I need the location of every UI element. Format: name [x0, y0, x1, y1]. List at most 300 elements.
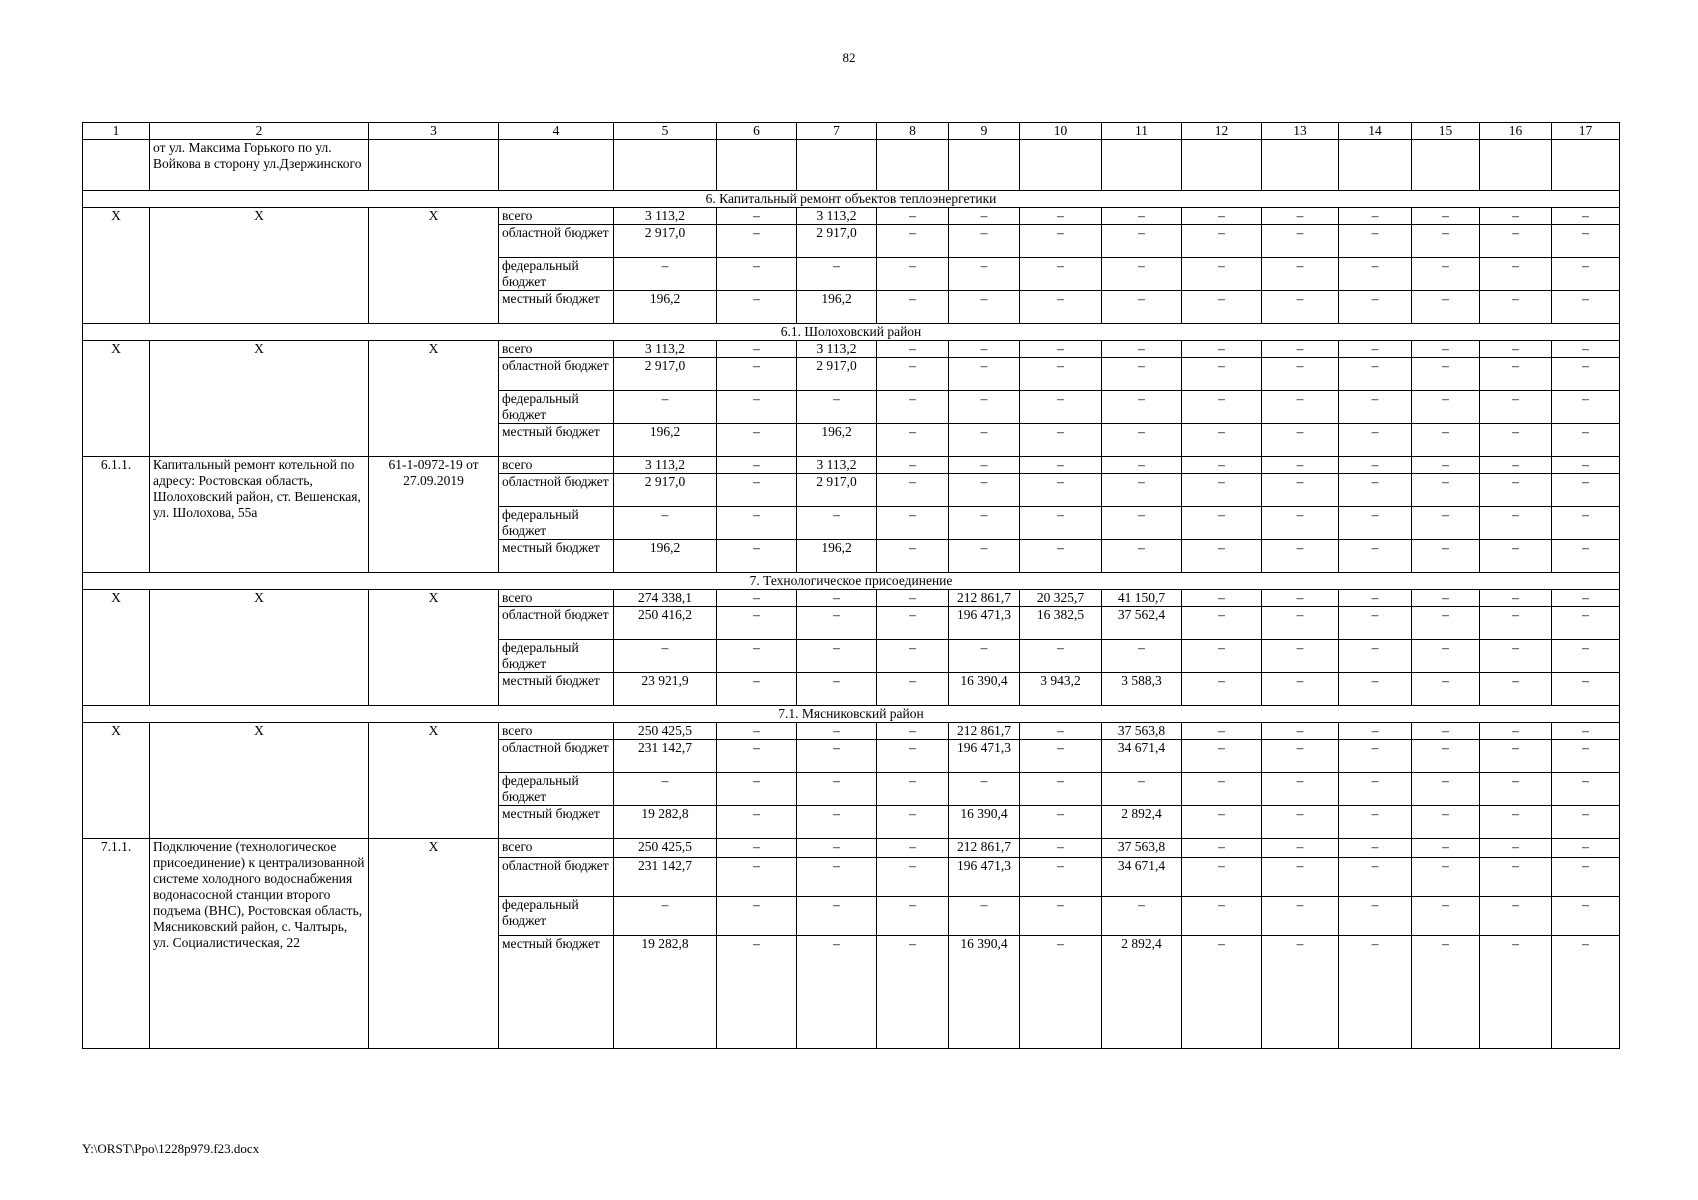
value-cell: –: [1102, 640, 1182, 673]
value-cell: 2 917,0: [797, 225, 877, 258]
document-cell: X: [369, 208, 499, 324]
value-cell: –: [1182, 936, 1262, 1049]
value-cell: 196 471,3: [949, 607, 1020, 640]
value-cell: –: [1480, 839, 1552, 858]
value-cell: 212 861,7: [949, 590, 1020, 607]
value-cell: –: [949, 773, 1020, 806]
value-cell: –: [877, 341, 949, 358]
value-cell: –: [1552, 424, 1620, 457]
value-cell: 2 892,4: [1102, 936, 1182, 1049]
value-cell: –: [1480, 936, 1552, 1049]
value-cell: –: [1182, 673, 1262, 706]
value-cell: –: [1020, 225, 1102, 258]
budget-row: [83, 839, 1620, 858]
value-cell: –: [949, 391, 1020, 424]
budget-label-cell: областной бюджет: [499, 225, 614, 258]
value-cell: –: [1552, 291, 1620, 324]
value-cell: –: [797, 897, 877, 936]
value-cell: –: [1020, 358, 1102, 391]
value-cell: –: [1339, 936, 1412, 1049]
value-cell: –: [1412, 723, 1480, 740]
value-cell: –: [949, 258, 1020, 291]
value-cell: –: [1412, 291, 1480, 324]
document-cell: [369, 140, 499, 191]
column-number-cell: 7: [797, 123, 877, 140]
value-cell: –: [1552, 507, 1620, 540]
value-cell: –: [1412, 341, 1480, 358]
column-number-cell: 14: [1339, 123, 1412, 140]
value-cell: –: [1339, 673, 1412, 706]
document-cell: X: [369, 723, 499, 839]
value-cell: –: [717, 457, 797, 474]
empty-cell: [717, 140, 797, 191]
value-cell: –: [1552, 225, 1620, 258]
value-cell: –: [717, 806, 797, 839]
budget-label-cell: федеральный бюджет: [499, 773, 614, 806]
value-cell: 3 113,2: [797, 457, 877, 474]
value-cell: –: [1102, 507, 1182, 540]
value-cell: –: [1339, 806, 1412, 839]
value-cell: –: [1552, 341, 1620, 358]
value-cell: –: [1339, 897, 1412, 936]
value-cell: –: [1262, 723, 1339, 740]
value-cell: 196,2: [797, 540, 877, 573]
value-cell: –: [877, 590, 949, 607]
value-cell: 212 861,7: [949, 723, 1020, 740]
value-cell: –: [1412, 208, 1480, 225]
value-cell: –: [797, 858, 877, 897]
value-cell: –: [877, 806, 949, 839]
value-cell: –: [1182, 208, 1262, 225]
value-cell: 2 917,0: [614, 474, 717, 507]
value-cell: –: [1182, 507, 1262, 540]
value-cell: –: [797, 673, 877, 706]
value-cell: –: [1480, 225, 1552, 258]
value-cell: –: [1020, 773, 1102, 806]
value-cell: 37 563,8: [1102, 839, 1182, 858]
value-cell: –: [1339, 507, 1412, 540]
value-cell: –: [1262, 640, 1339, 673]
empty-cell: [1480, 140, 1552, 191]
value-cell: –: [1102, 474, 1182, 507]
budget-label-cell: федеральный бюджет: [499, 258, 614, 291]
value-cell: –: [614, 391, 717, 424]
value-cell: 2 917,0: [797, 358, 877, 391]
value-cell: 2 917,0: [797, 474, 877, 507]
value-cell: –: [1480, 673, 1552, 706]
section-title-row: [83, 706, 1620, 723]
empty-cell: [614, 140, 717, 191]
value-cell: –: [1552, 897, 1620, 936]
value-cell: –: [717, 936, 797, 1049]
table-body: [83, 123, 1620, 1049]
value-cell: –: [1339, 839, 1412, 858]
value-cell: –: [1102, 391, 1182, 424]
budget-row: [83, 590, 1620, 607]
value-cell: –: [1182, 839, 1262, 858]
value-cell: –: [1182, 858, 1262, 897]
value-cell: –: [1020, 507, 1102, 540]
value-cell: –: [1020, 208, 1102, 225]
value-cell: –: [1412, 474, 1480, 507]
value-cell: –: [1262, 740, 1339, 773]
value-cell: –: [1412, 391, 1480, 424]
column-number-cell: 12: [1182, 123, 1262, 140]
value-cell: 250 425,5: [614, 839, 717, 858]
section-title-row: [83, 324, 1620, 341]
value-cell: –: [1339, 208, 1412, 225]
value-cell: –: [1552, 673, 1620, 706]
value-cell: –: [949, 540, 1020, 573]
value-cell: –: [1262, 208, 1339, 225]
empty-cell: [1262, 140, 1339, 191]
value-cell: –: [1182, 723, 1262, 740]
budget-label-cell: местный бюджет: [499, 936, 614, 1049]
empty-cell: [499, 140, 614, 191]
value-cell: –: [1480, 474, 1552, 507]
value-cell: –: [717, 225, 797, 258]
value-cell: 16 390,4: [949, 936, 1020, 1049]
value-cell: –: [1480, 258, 1552, 291]
value-cell: –: [1182, 540, 1262, 573]
empty-cell: [1020, 140, 1102, 191]
value-cell: –: [949, 341, 1020, 358]
value-cell: –: [877, 391, 949, 424]
value-cell: 23 921,9: [614, 673, 717, 706]
value-cell: –: [877, 258, 949, 291]
section-title: 7. Технологическое присоединение: [83, 573, 1620, 590]
value-cell: –: [1480, 540, 1552, 573]
budget-label-cell: всего: [499, 341, 614, 358]
object-name-cell: Подключение (технологическое присоединение) к централизованной системе холодного водоснабжения водонасосной станции второго подъема (ВНС), Ростовская область, Мясниковский район, с. Чалтырь, ул. Социалистическая, 22: [150, 839, 369, 1049]
value-cell: –: [1339, 457, 1412, 474]
value-cell: 34 671,4: [1102, 858, 1182, 897]
empty-cell: [1552, 140, 1620, 191]
object-name-cell: X: [150, 341, 369, 457]
section-title-row: [83, 573, 1620, 590]
column-number-cell: 15: [1412, 123, 1480, 140]
value-cell: –: [1339, 858, 1412, 897]
value-cell: –: [717, 291, 797, 324]
value-cell: 231 142,7: [614, 858, 717, 897]
column-number-cell: 10: [1020, 123, 1102, 140]
column-number-cell: 13: [1262, 123, 1339, 140]
value-cell: –: [877, 474, 949, 507]
budget-label-cell: областной бюджет: [499, 358, 614, 391]
value-cell: –: [1552, 391, 1620, 424]
row-number-cell: X: [83, 723, 150, 839]
column-number-cell: 2: [150, 123, 369, 140]
value-cell: –: [1262, 936, 1339, 1049]
value-cell: –: [614, 897, 717, 936]
value-cell: 3 113,2: [614, 341, 717, 358]
value-cell: –: [1262, 673, 1339, 706]
object-name-cell: X: [150, 590, 369, 706]
value-cell: –: [1412, 897, 1480, 936]
value-cell: 250 416,2: [614, 607, 717, 640]
value-cell: –: [1552, 806, 1620, 839]
column-number-cell: 5: [614, 123, 717, 140]
row-number-cell: X: [83, 590, 150, 706]
value-cell: –: [1412, 258, 1480, 291]
value-cell: –: [949, 424, 1020, 457]
row-number-cell: [83, 140, 150, 191]
value-cell: –: [1339, 358, 1412, 391]
budget-label-cell: местный бюджет: [499, 806, 614, 839]
column-number-cell: 4: [499, 123, 614, 140]
value-cell: –: [717, 391, 797, 424]
value-cell: –: [614, 507, 717, 540]
value-cell: –: [717, 590, 797, 607]
value-cell: –: [1412, 673, 1480, 706]
value-cell: –: [717, 640, 797, 673]
value-cell: –: [797, 740, 877, 773]
value-cell: –: [717, 773, 797, 806]
value-cell: –: [1020, 897, 1102, 936]
budget-label-cell: всего: [499, 590, 614, 607]
value-cell: –: [1020, 391, 1102, 424]
column-number-cell: 3: [369, 123, 499, 140]
value-cell: –: [1552, 858, 1620, 897]
value-cell: –: [877, 225, 949, 258]
value-cell: –: [1182, 640, 1262, 673]
value-cell: –: [1020, 424, 1102, 457]
value-cell: –: [717, 424, 797, 457]
value-cell: –: [949, 507, 1020, 540]
budget-label-cell: местный бюджет: [499, 424, 614, 457]
section-title-row: [83, 191, 1620, 208]
value-cell: 3 943,2: [1020, 673, 1102, 706]
value-cell: –: [949, 358, 1020, 391]
value-cell: –: [1412, 936, 1480, 1049]
value-cell: –: [1412, 773, 1480, 806]
value-cell: –: [1480, 607, 1552, 640]
value-cell: –: [1552, 208, 1620, 225]
value-cell: –: [1412, 358, 1480, 391]
value-cell: –: [1552, 540, 1620, 573]
value-cell: –: [1412, 607, 1480, 640]
budget-label-cell: областной бюджет: [499, 740, 614, 773]
value-cell: –: [877, 358, 949, 391]
value-cell: –: [1262, 424, 1339, 457]
value-cell: 2 917,0: [614, 358, 717, 391]
value-cell: –: [1020, 341, 1102, 358]
budget-label-cell: местный бюджет: [499, 540, 614, 573]
value-cell: –: [1182, 474, 1262, 507]
value-cell: 41 150,7: [1102, 590, 1182, 607]
value-cell: –: [1552, 723, 1620, 740]
value-cell: –: [1339, 225, 1412, 258]
value-cell: –: [1102, 358, 1182, 391]
value-cell: –: [1480, 773, 1552, 806]
budget-label-cell: всего: [499, 839, 614, 858]
value-cell: 2 892,4: [1102, 806, 1182, 839]
value-cell: –: [1480, 590, 1552, 607]
value-cell: –: [877, 723, 949, 740]
value-cell: –: [949, 208, 1020, 225]
object-name-cell: X: [150, 208, 369, 324]
value-cell: –: [717, 258, 797, 291]
value-cell: –: [877, 858, 949, 897]
object-name-cell: от ул. Максима Горького по ул. Войкова в сторону ул.Дзержинского: [150, 140, 369, 191]
value-cell: –: [877, 673, 949, 706]
value-cell: 196 471,3: [949, 858, 1020, 897]
value-cell: –: [1552, 640, 1620, 673]
value-cell: –: [1262, 391, 1339, 424]
value-cell: –: [1412, 640, 1480, 673]
value-cell: –: [1182, 590, 1262, 607]
value-cell: –: [1480, 358, 1552, 391]
value-cell: –: [1412, 424, 1480, 457]
budget-label-cell: местный бюджет: [499, 291, 614, 324]
value-cell: –: [1339, 341, 1412, 358]
value-cell: –: [877, 607, 949, 640]
value-cell: –: [717, 507, 797, 540]
value-cell: –: [1020, 858, 1102, 897]
budget-label-cell: федеральный бюджет: [499, 507, 614, 540]
value-cell: –: [1412, 225, 1480, 258]
value-cell: –: [1339, 590, 1412, 607]
column-number-cell: 17: [1552, 123, 1620, 140]
value-cell: –: [1182, 358, 1262, 391]
value-cell: –: [1339, 740, 1412, 773]
value-cell: –: [797, 839, 877, 858]
budget-row: [83, 723, 1620, 740]
value-cell: –: [949, 640, 1020, 673]
value-cell: –: [1020, 457, 1102, 474]
value-cell: –: [1262, 540, 1339, 573]
value-cell: –: [1182, 391, 1262, 424]
value-cell: –: [877, 507, 949, 540]
value-cell: –: [1339, 607, 1412, 640]
value-cell: –: [1102, 540, 1182, 573]
empty-cell: [1182, 140, 1262, 191]
row-number-cell: X: [83, 341, 150, 457]
value-cell: –: [877, 291, 949, 324]
file-path: Y:\ORST\Ppo\1228p979.f23.docx: [82, 1141, 260, 1156]
value-cell: 250 425,5: [614, 723, 717, 740]
value-cell: 196,2: [614, 291, 717, 324]
value-cell: –: [717, 208, 797, 225]
value-cell: –: [1262, 225, 1339, 258]
value-cell: –: [1102, 208, 1182, 225]
value-cell: 16 390,4: [949, 673, 1020, 706]
value-cell: –: [1412, 590, 1480, 607]
value-cell: –: [877, 457, 949, 474]
value-cell: –: [1182, 258, 1262, 291]
value-cell: –: [1262, 839, 1339, 858]
value-cell: –: [1339, 474, 1412, 507]
value-cell: –: [1552, 474, 1620, 507]
value-cell: 19 282,8: [614, 936, 717, 1049]
budget-row: [83, 208, 1620, 225]
value-cell: –: [717, 358, 797, 391]
document-cell: X: [369, 590, 499, 706]
value-cell: 3 588,3: [1102, 673, 1182, 706]
value-cell: –: [1552, 773, 1620, 806]
value-cell: 196,2: [797, 291, 877, 324]
value-cell: 16 390,4: [949, 806, 1020, 839]
value-cell: –: [877, 640, 949, 673]
value-cell: –: [1412, 858, 1480, 897]
column-number-cell: 16: [1480, 123, 1552, 140]
value-cell: –: [797, 590, 877, 607]
value-cell: –: [1552, 740, 1620, 773]
value-cell: –: [717, 341, 797, 358]
value-cell: –: [877, 424, 949, 457]
value-cell: –: [1020, 723, 1102, 740]
value-cell: –: [1020, 839, 1102, 858]
column-number-row: [83, 123, 1620, 140]
value-cell: 3 113,2: [797, 341, 877, 358]
value-cell: –: [877, 740, 949, 773]
value-cell: –: [797, 640, 877, 673]
value-cell: –: [1552, 258, 1620, 291]
value-cell: –: [1102, 341, 1182, 358]
value-cell: –: [1339, 773, 1412, 806]
value-cell: –: [1262, 607, 1339, 640]
value-cell: –: [1262, 291, 1339, 324]
value-cell: –: [1339, 540, 1412, 573]
value-cell: –: [797, 723, 877, 740]
value-cell: –: [1020, 540, 1102, 573]
value-cell: –: [1020, 258, 1102, 291]
value-cell: –: [1480, 341, 1552, 358]
value-cell: –: [1020, 291, 1102, 324]
value-cell: –: [1182, 424, 1262, 457]
value-cell: –: [1262, 858, 1339, 897]
value-cell: 196,2: [614, 540, 717, 573]
value-cell: 231 142,7: [614, 740, 717, 773]
value-cell: 37 562,4: [1102, 607, 1182, 640]
value-cell: –: [1480, 640, 1552, 673]
budget-label-cell: областной бюджет: [499, 474, 614, 507]
budget-label-cell: федеральный бюджет: [499, 897, 614, 936]
value-cell: –: [1480, 208, 1552, 225]
value-cell: –: [877, 897, 949, 936]
value-cell: –: [1480, 740, 1552, 773]
budget-row: [83, 457, 1620, 474]
value-cell: –: [877, 208, 949, 225]
value-cell: –: [949, 897, 1020, 936]
page-number: 82: [842, 50, 856, 65]
value-cell: –: [877, 839, 949, 858]
value-cell: –: [1412, 457, 1480, 474]
value-cell: –: [949, 474, 1020, 507]
column-number-cell: 1: [83, 123, 150, 140]
column-number-cell: 11: [1102, 123, 1182, 140]
value-cell: –: [1552, 839, 1620, 858]
value-cell: –: [1480, 723, 1552, 740]
value-cell: –: [717, 858, 797, 897]
value-cell: –: [1182, 291, 1262, 324]
value-cell: 16 382,5: [1020, 607, 1102, 640]
value-cell: –: [1480, 806, 1552, 839]
value-cell: –: [877, 936, 949, 1049]
value-cell: –: [1339, 391, 1412, 424]
value-cell: –: [717, 474, 797, 507]
value-cell: –: [1020, 740, 1102, 773]
object-name-cell: Капитальный ремонт котельной по адресу: Ростовская область, Шолоховский район, ст. Вешенская, ул. Шолохова, 55а: [150, 457, 369, 573]
value-cell: –: [614, 773, 717, 806]
value-cell: –: [1262, 590, 1339, 607]
value-cell: –: [797, 258, 877, 291]
value-cell: –: [877, 773, 949, 806]
column-number-cell: 6: [717, 123, 797, 140]
value-cell: –: [1339, 291, 1412, 324]
section-title: 7.1. Мясниковский район: [83, 706, 1620, 723]
row-number-cell: 6.1.1.: [83, 457, 150, 573]
